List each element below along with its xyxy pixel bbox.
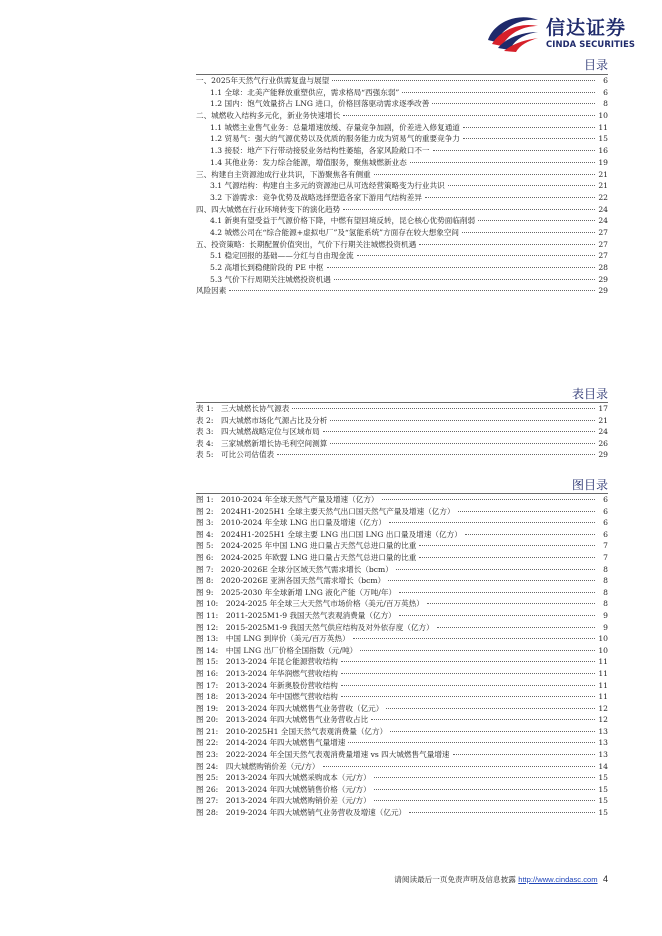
toc-entry[interactable] — [196, 145, 608, 157]
dot-leader — [419, 545, 595, 546]
dot-leader — [478, 220, 595, 221]
figure-entry[interactable] — [196, 598, 608, 610]
toc-entry[interactable] — [196, 204, 608, 216]
figure-entry-page: 7 — [603, 552, 608, 562]
toc-entry-title: 1.2 贸易气：强大的气源优势以及优质的服务能力成为贸易气的重要竞争力 — [210, 134, 460, 144]
figure-entry-page: 9 — [603, 622, 608, 632]
figure-entry-page: 11 — [598, 657, 608, 667]
table-entry-title: 表 1: 三大城燃长协气源表 — [196, 404, 290, 413]
toc-entry[interactable] — [196, 157, 608, 169]
toc-entry-title: 5.2 高增长到稳健阶段的 PE 中枢 — [210, 263, 324, 272]
toc-entry-title: 风险因素 — [196, 286, 227, 296]
figure-entry-page: 13 — [598, 750, 608, 760]
figure-entry-page: 14 — [598, 761, 608, 771]
dot-leader — [465, 534, 595, 535]
dot-leader — [409, 812, 595, 813]
figure-entry-page: 11 — [598, 680, 608, 690]
figure-entry-title: 图 21: 2010-2025H1 全国天然气表观消费量（亿方） — [196, 726, 388, 736]
figure-entry[interactable] — [196, 587, 608, 599]
dot-leader — [396, 569, 595, 570]
figure-entry-title: 图 4: 2024H1-2025H1 全球主要 LNG 出口国 LNG 出口量及增速（亿方） — [196, 529, 462, 539]
figure-entry[interactable] — [196, 761, 608, 773]
figure-entry[interactable] — [196, 691, 608, 703]
figure-entry-title: 图 6: 2024-2025 年欧盟 LNG 进口量占天然气总进口量的比重 — [196, 552, 417, 562]
figure-entry-page: 15 — [598, 796, 608, 806]
figure-entry-title: 图 27: 2013-2024 年四大城燃购销价差（元/方） — [196, 796, 371, 806]
toc-entry[interactable] — [196, 75, 608, 87]
dot-leader — [292, 408, 595, 409]
figure-entry-page: 8 — [603, 564, 608, 574]
toc-entry-title: 二、城燃收入结构多元化，新业务快速增长 — [196, 111, 341, 121]
dot-leader — [433, 150, 595, 151]
figure-entry-page: 12 — [598, 703, 608, 713]
figure-entry-title: 图 22: 2014-2024 年四大城燃售气量增速 — [196, 738, 346, 748]
toc-entry[interactable] — [196, 239, 608, 251]
toc-entry-page: 11 — [598, 122, 608, 132]
dot-leader — [463, 138, 595, 139]
tables-list — [196, 403, 608, 461]
toc-entry-page: 29 — [598, 286, 608, 296]
dot-leader — [463, 127, 595, 128]
toc-entry[interactable] — [196, 192, 608, 204]
figure-entry-page: 6 — [603, 506, 608, 516]
figure-entry-title: 图 17: 2013-2024 年新奥股份营收结构 — [196, 680, 338, 690]
toc-entry-page: 16 — [598, 146, 608, 156]
figure-entry[interactable] — [196, 749, 608, 761]
figure-entry-title: 图 5: 2024-2025 年中国 LNG 进口量占天然气总进口量的比重 — [196, 541, 417, 551]
toc-entry[interactable] — [196, 98, 608, 110]
figure-entry[interactable] — [196, 575, 608, 587]
dot-leader — [353, 638, 595, 639]
toc-entry-title: 四、四大城燃在行业环境转变下的演化趋势 — [196, 204, 341, 214]
toc-entry-page: 15 — [598, 134, 608, 144]
dot-leader — [341, 696, 595, 697]
dot-leader — [402, 92, 595, 93]
tables-title: 表目录 — [571, 387, 608, 401]
table-entry-page: 24 — [598, 427, 608, 437]
figure-entry-page: 8 — [603, 576, 608, 586]
table-entry-title: 表 5: 可比公司估值表 — [196, 450, 275, 460]
dot-leader — [341, 685, 595, 686]
figure-entry-title: 图 20: 2013-2024 年四大城燃售气业务营收占比 — [196, 715, 369, 725]
table-entry[interactable] — [196, 426, 608, 438]
figure-entry-page: 13 — [598, 726, 608, 736]
disclaimer-text: 请阅读最后一页免责声明及信息披露 — [394, 875, 516, 884]
dot-leader — [343, 115, 595, 116]
toc-entry-title: 1.2 国内：饱气效量挤占 LNG 进口，价格回落驱动需求逐季改善 — [210, 99, 430, 109]
toc-entry[interactable] — [196, 133, 608, 145]
figure-entry-title: 图 2: 2024H1-2025H1 全球主要天然气出口国天然气产量及增速（亿方） — [196, 506, 455, 516]
dot-leader — [386, 708, 595, 709]
dot-leader — [374, 800, 595, 801]
dot-leader — [388, 580, 595, 581]
figure-entry-title: 图 24: 四大城燃购销价差（元/方） — [196, 761, 320, 771]
dot-leader — [462, 232, 595, 233]
dot-leader — [343, 209, 595, 210]
figures-title: 图目录 — [571, 478, 608, 492]
dot-leader — [427, 603, 595, 604]
table-entry[interactable] — [196, 449, 608, 461]
figure-entry-title: 图 9: 2025-2030 年全球新增 LNG 液化产能（万吨/年） — [196, 587, 397, 597]
toc-entry-page: 24 — [598, 204, 608, 214]
figure-entry-title: 图 3: 2010-2024 年全球 LNG 出口量及增速（亿方） — [196, 518, 386, 528]
toc-entry[interactable] — [196, 262, 608, 274]
toc-entry[interactable] — [196, 110, 608, 122]
dot-leader — [323, 431, 595, 432]
toc-entry-page: 22 — [598, 192, 608, 202]
figure-entry-title: 图 23: 2022-2024 年全国天然气表观消费量增速 vs 四大城燃售气量增速 — [196, 750, 450, 760]
toc-entry-page: 10 — [598, 111, 608, 121]
dot-leader — [330, 443, 595, 444]
figures-list — [196, 494, 608, 819]
figure-entry-page: 9 — [603, 610, 608, 620]
dot-leader — [332, 80, 595, 81]
toc-entry-page: 29 — [598, 274, 608, 284]
figure-entry-title: 图 28: 2019-2024 年四大城燃销气业务营收及增速（亿元） — [196, 808, 407, 818]
figure-entry-page: 10 — [598, 634, 608, 644]
figure-entry-title: 图 25: 2013-2024 年四大城燃采购成本（元/方） — [196, 773, 371, 783]
dot-leader — [390, 731, 595, 732]
table-entry[interactable] — [196, 438, 608, 450]
toc-entry-title: 1.4 其他业务：发力综合能源，增值服务，聚焦城燃新业态 — [210, 157, 407, 167]
figure-entry-page: 11 — [598, 668, 608, 678]
figure-entry-title: 图 19: 2013-2024 年四大城燃售气业务营收（亿元） — [196, 703, 384, 713]
dot-leader — [360, 650, 595, 651]
figure-entry-title: 图 26: 2013-2024 年四大城燃销售价格（元/方） — [196, 784, 371, 794]
figure-entry[interactable] — [196, 552, 608, 564]
dot-leader — [229, 290, 595, 291]
table-entry-page: 29 — [598, 450, 608, 460]
dot-leader — [389, 522, 595, 523]
toc-entry[interactable] — [196, 87, 608, 99]
page-number: 4 — [602, 874, 608, 884]
dot-leader — [437, 627, 595, 628]
toc-entry-title: 5.1 稳定回报的基础——分红与自由现金流 — [210, 251, 354, 261]
toc-entry[interactable] — [196, 122, 608, 134]
toc-entry-title: 1.1 城燃主业售气业务：总量增速放缓、存量竞争加剧，价差进入修复通道 — [210, 122, 460, 132]
figure-entry[interactable] — [196, 529, 608, 541]
toc-entry-title: 4.2 城燃公司在“综合能源+虚拟电厂”及“氢能系统”方面存在较大想象空间 — [210, 227, 460, 237]
figure-entry-page: 7 — [603, 541, 608, 551]
footer-notice — [394, 874, 608, 885]
figure-entry-page: 15 — [598, 784, 608, 794]
toc-entry-page: 8 — [603, 99, 608, 109]
dot-leader — [374, 789, 595, 790]
figure-entry-title: 图 7: 2020-2026E 全球分区域天然气需求增长（bcm） — [196, 564, 393, 574]
dot-leader — [371, 719, 595, 720]
toc-entry-title: 1.1 全球：北美产能释放重塑供应，需求格局“西强东弱” — [210, 87, 400, 97]
toc-entry[interactable] — [196, 215, 608, 227]
figure-entry[interactable] — [196, 610, 608, 622]
toc-entry-page: 6 — [603, 76, 608, 85]
dot-leader — [419, 557, 595, 558]
dot-leader — [277, 454, 595, 455]
figure-entry[interactable] — [196, 656, 608, 668]
table-entry-title: 表 2: 四大城燃市场化气源占比及分析 — [196, 415, 328, 425]
toc-entry-title: 1.3 接驳：地产下行带动接驳业务结构性萎缩，各家风险敞口不一 — [210, 146, 430, 156]
dot-leader — [448, 185, 595, 186]
figure-entry[interactable] — [196, 807, 608, 819]
figure-entry[interactable] — [196, 784, 608, 796]
figure-entry[interactable] — [196, 517, 608, 529]
dot-leader — [399, 615, 595, 616]
table-entry-page: 17 — [598, 404, 608, 413]
toc-entry-page: 24 — [598, 216, 608, 226]
toc-entry[interactable] — [196, 169, 608, 181]
figure-entry[interactable] — [196, 622, 608, 634]
figure-entry[interactable] — [196, 680, 608, 692]
figure-entry-title: 图 8: 2020-2026E 亚洲各国天然气需求增长（bcm） — [196, 576, 386, 586]
dot-leader — [374, 777, 595, 778]
figure-entry[interactable] — [196, 668, 608, 680]
figure-entry[interactable] — [196, 494, 608, 506]
figure-entry-title: 图 14: 中国 LNG 出厂价格全国指数（元/吨） — [196, 645, 358, 655]
dot-leader — [323, 766, 595, 767]
figure-entry[interactable] — [196, 772, 608, 784]
dot-leader — [374, 174, 595, 175]
toc-entry[interactable] — [196, 180, 608, 192]
table-entry-title: 表 3: 四大城燃战略定位与区域布局 — [196, 427, 320, 437]
toc-entry-title: 3.1 气源结构：构建自主多元的资源池已从可选经营策略变为行业共识 — [210, 181, 445, 191]
toc-entry-page: 21 — [598, 169, 608, 179]
figure-entry-title: 图 11: 2011-2025M1-9 我国天然气表观消费量（亿方） — [196, 610, 396, 620]
dot-leader — [334, 279, 595, 280]
toc-entry-page: 28 — [598, 263, 608, 272]
figure-entry[interactable] — [196, 633, 608, 645]
dot-leader — [327, 267, 595, 268]
page-header — [0, 0, 662, 60]
dot-leader — [357, 255, 595, 256]
table-entry-page: 26 — [598, 438, 608, 448]
toc-entry[interactable] — [196, 274, 608, 286]
toc-entry-page: 27 — [598, 251, 608, 261]
figure-entry-page: 8 — [603, 599, 608, 609]
figure-entry-page: 12 — [598, 715, 608, 725]
dot-leader — [453, 754, 595, 755]
table-entry[interactable] — [196, 415, 608, 427]
table-entry-page: 21 — [598, 415, 608, 425]
cinda-logo — [484, 10, 654, 54]
figure-entry-title: 图 1: 2010-2024 年全球天然气产量及增速（亿方） — [196, 495, 379, 504]
table-entry-title: 表 4: 三家城燃新增长协毛利空间测算 — [196, 438, 328, 448]
toc-entry[interactable] — [196, 250, 608, 262]
brand-name-cn: 信达证券 — [546, 17, 627, 39]
figure-entry-page: 10 — [598, 645, 608, 655]
figure-entry[interactable] — [196, 506, 608, 518]
figure-entry[interactable] — [196, 714, 608, 726]
figure-entry-title: 图 12: 2015-2025M1-9 我国天然气供应结构及对外依存度（亿方） — [196, 622, 434, 632]
dot-leader — [341, 673, 595, 674]
figure-entry[interactable] — [196, 737, 608, 749]
figure-entry-page: 6 — [603, 518, 608, 528]
figure-entry-page: 13 — [598, 738, 608, 748]
toc-entry-page: 6 — [603, 87, 608, 97]
website-link[interactable]: http://www.cindasc.com — [518, 875, 598, 884]
figure-entry[interactable] — [196, 645, 608, 657]
toc-entry-title: 三、构建自主资源池成行业共识，下游聚焦各有侧重 — [196, 169, 371, 179]
page-footer — [0, 874, 662, 890]
toc-entry-page: 27 — [598, 239, 608, 249]
brand-name-en: CINDA SECURITIES — [546, 39, 636, 49]
figure-entry-title: 图 15: 2013-2024 年昆仑能源营收结构 — [196, 657, 338, 667]
figure-entry-title: 图 13: 中国 LNG 到岸价（美元/百万英热） — [196, 634, 350, 644]
figure-entry-title: 图 18: 2013-2024 年中国燃气营收结构 — [196, 692, 338, 702]
dot-leader — [341, 661, 595, 662]
toc-entry-title: 一、2025年天然气行业供需复盘与展望 — [196, 76, 330, 85]
figure-entry-page: 15 — [598, 808, 608, 818]
dot-leader — [432, 103, 595, 104]
toc-entry-title: 五、投资策略：长期配置价值突出，气价下行期关注城燃投资机遇 — [196, 239, 417, 249]
dot-leader — [348, 742, 595, 743]
figure-entry-page: 6 — [603, 529, 608, 539]
figure-entry[interactable] — [196, 703, 608, 715]
figure-entry-title: 图 10: 2024-2025 年全球三大天然气市场价格（美元/百万英热） — [196, 599, 424, 609]
figure-entry-page: 15 — [598, 773, 608, 783]
figure-entry[interactable] — [196, 726, 608, 738]
dot-leader — [419, 244, 595, 245]
dot-leader — [330, 420, 595, 421]
toc-entry-page: 21 — [598, 181, 608, 191]
figure-entry-page: 11 — [598, 692, 608, 702]
toc-entry[interactable] — [196, 227, 608, 239]
dot-leader — [382, 499, 595, 500]
toc-entry-title: 3.2 下游需求：竞争优势及战略选择塑造各家下游用气结构差异 — [210, 192, 422, 202]
toc-entry-page: 19 — [598, 157, 608, 167]
figure-entry-page: 8 — [603, 587, 608, 597]
table-entry[interactable] — [196, 403, 608, 415]
dot-leader — [399, 592, 595, 593]
figure-entry[interactable] — [196, 795, 608, 807]
toc-entry-title: 5.3 气价下行周期关注城燃投资机遇 — [210, 274, 331, 284]
toc-entry-title: 4.1 新奥有望受益于气源价格下降，中燃有望回境反转，昆仑核心优势面临削弱 — [210, 216, 476, 226]
figure-entry[interactable] — [196, 540, 608, 552]
toc-entry[interactable] — [196, 285, 608, 297]
figure-entry-page: 6 — [603, 495, 608, 504]
figure-entry-title: 图 16: 2013-2024 年华润燃气营收结构 — [196, 668, 338, 678]
dot-leader — [458, 511, 595, 512]
cinda-emblem-icon — [484, 10, 542, 54]
dot-leader — [425, 197, 595, 198]
figure-entry[interactable] — [196, 564, 608, 576]
toc-entry-page: 27 — [598, 227, 608, 237]
contents-list — [196, 75, 608, 297]
dot-leader — [410, 162, 595, 163]
contents-title: 目录 — [583, 58, 608, 72]
